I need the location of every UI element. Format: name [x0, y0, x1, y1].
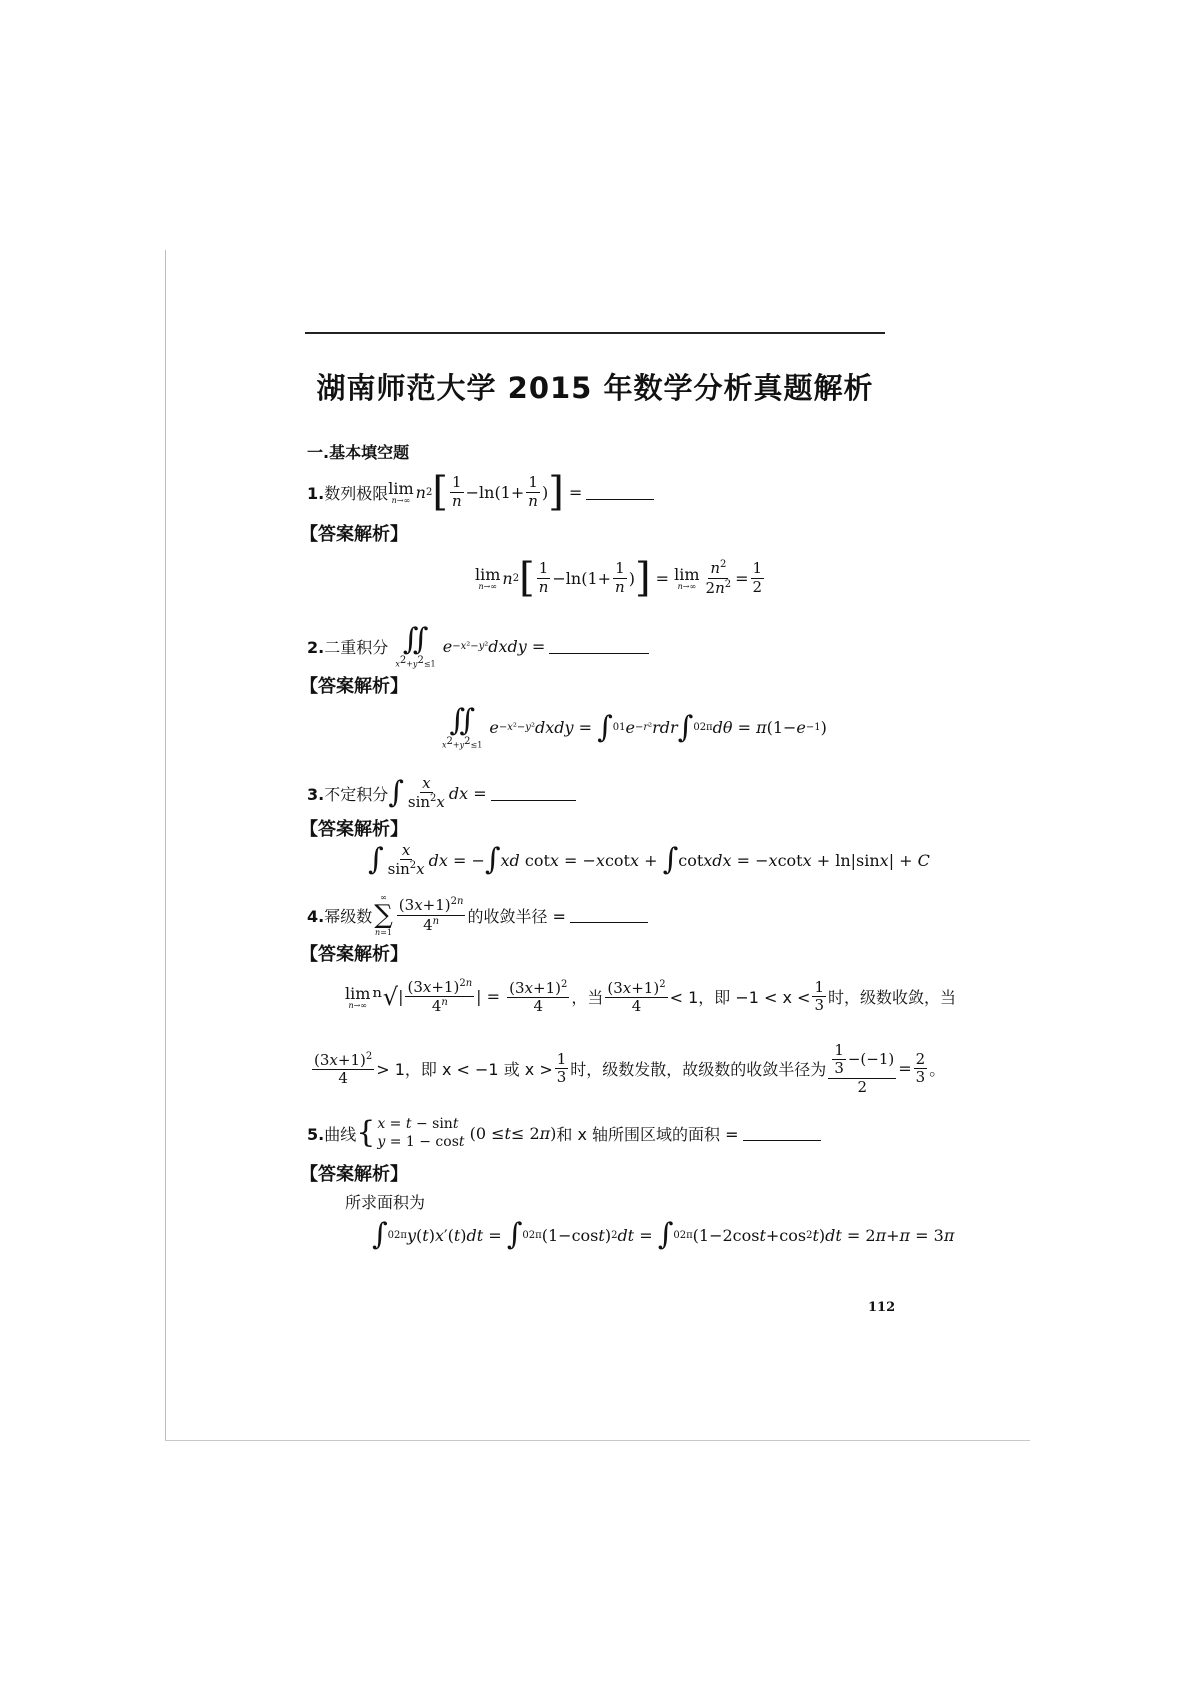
answer-5-formula: ∫ 0 2π y ( t ) x ′( t ) dt = ∫ 0 2π (1−cos t ) 2 dt = ∫ 0 2π (1−2cos t +cos 2 t ) dt = 2 π + π = 3 π: [372, 1217, 955, 1252]
question-3: 3.不定积分 ∫ $\frac{x}{\sin^2x}$ dx =: [307, 775, 576, 812]
answer-blank: [586, 485, 654, 500]
answer-blank: [743, 1126, 821, 1141]
answer-4-line-2: $\frac{(3x+1)^2}{4}$ > 1，即 x < −1 或 x > $\frac{1}{3}$ 时，级数发散，故级数的收敛半径为 $\frac{1}{3}$ −(−1) 2 = $\frac{2}{3}$ 。: [314, 1041, 946, 1096]
answer-4-line-1: lim n→∞ ⁿ√ | $\frac{(3x+1)^{2n}}{4^n}$ | = $\frac{(3x+1)^2}{4}$ ，当 $\frac{(3x+1)^2}{4}$ < 1，即 −1 < x < $\frac{1}{3}$ 时，级数收敛，当: [345, 978, 957, 1016]
answer-3-formula: ∫ $\frac{x}{\sin^2x}$ dx = − ∫ xd cot x = − x cot x + ∫ cot xdx = − x cot x + ln|sin x | + C: [368, 841, 930, 879]
question-4: 4.幂级数 ∞ ∑ n=1 $\frac{(3x+1)^{2n}}{4^n}$ 的收敛半径 =: [307, 893, 648, 937]
page-number: 112: [868, 1300, 896, 1315]
q2-formula: ∬ $x^2+y^2\le 1$ e −x²−y² dxdy =: [395, 622, 546, 669]
question-1: 1.数列极限 lim n→∞ n 2 [ $\frac{1}{n}$ −ln(1+ $\frac{1}{n}$ ) ] =: [307, 472, 654, 512]
q1-formula: lim n→∞ n 2 [ $\frac{1}{n}$ −ln(1+ $\frac{1}{n}$ ) ] =: [388, 469, 583, 515]
answer-heading-2: 【答案解析】: [300, 676, 408, 697]
q5-system: { x = t − sint y = 1 − cost (0 ≤ t ≤ 2 π ): [356, 1115, 557, 1151]
q4-formula: ∞ ∑ n=1 $\frac{(3x+1)^{2n}}{4^n}$: [374, 893, 464, 937]
top-rule: [305, 332, 885, 334]
question-2: 2.二重积分 ∬ $x^2+y^2\le 1$ e −x²−y² dxdy =: [307, 625, 649, 669]
answer-heading-1: 【答案解析】: [300, 524, 408, 545]
answer-2-formula: ∬ $x^2+y^2\le 1$ e −x²−y² dxdy = ∫ 0 1 e −r² rdr ∫ 0 2π dθ = π (1− e −1 ): [442, 703, 827, 750]
answer-heading-3: 【答案解析】: [300, 819, 408, 840]
question-5: 5.曲线 { x = t − sint y = 1 − cost (0 ≤ t ≤ 2 π ) 和 x 轴所围区域的面积 =: [307, 1115, 821, 1151]
answer-heading-5: 【答案解析】: [300, 1164, 408, 1185]
section-heading: 一.基本填空题: [307, 443, 410, 462]
answer-1-formula: lim n→∞ n 2 [ $\frac{1}{n}$ −ln(1+ $\frac{1}{n}$ ) ] = lim n→∞ $\frac{n^2}{2n^2}$ = $\frac{1}{2}$: [475, 555, 763, 601]
answer-blank: [570, 908, 648, 923]
scan-edge-left: [165, 250, 166, 1440]
scan-edge-bottom: [165, 1440, 1030, 1441]
q3-formula: ∫ $\frac{x}{\sin^2x}$ dx =: [388, 774, 487, 812]
answer-5-intro: 所求面积为: [345, 1193, 426, 1212]
answer-heading-4: 【答案解析】: [300, 944, 408, 965]
page-title: 湖南师范大学 2015 年数学分析真题解析: [316, 371, 874, 405]
answer-blank: [491, 786, 576, 801]
answer-blank: [549, 639, 649, 654]
